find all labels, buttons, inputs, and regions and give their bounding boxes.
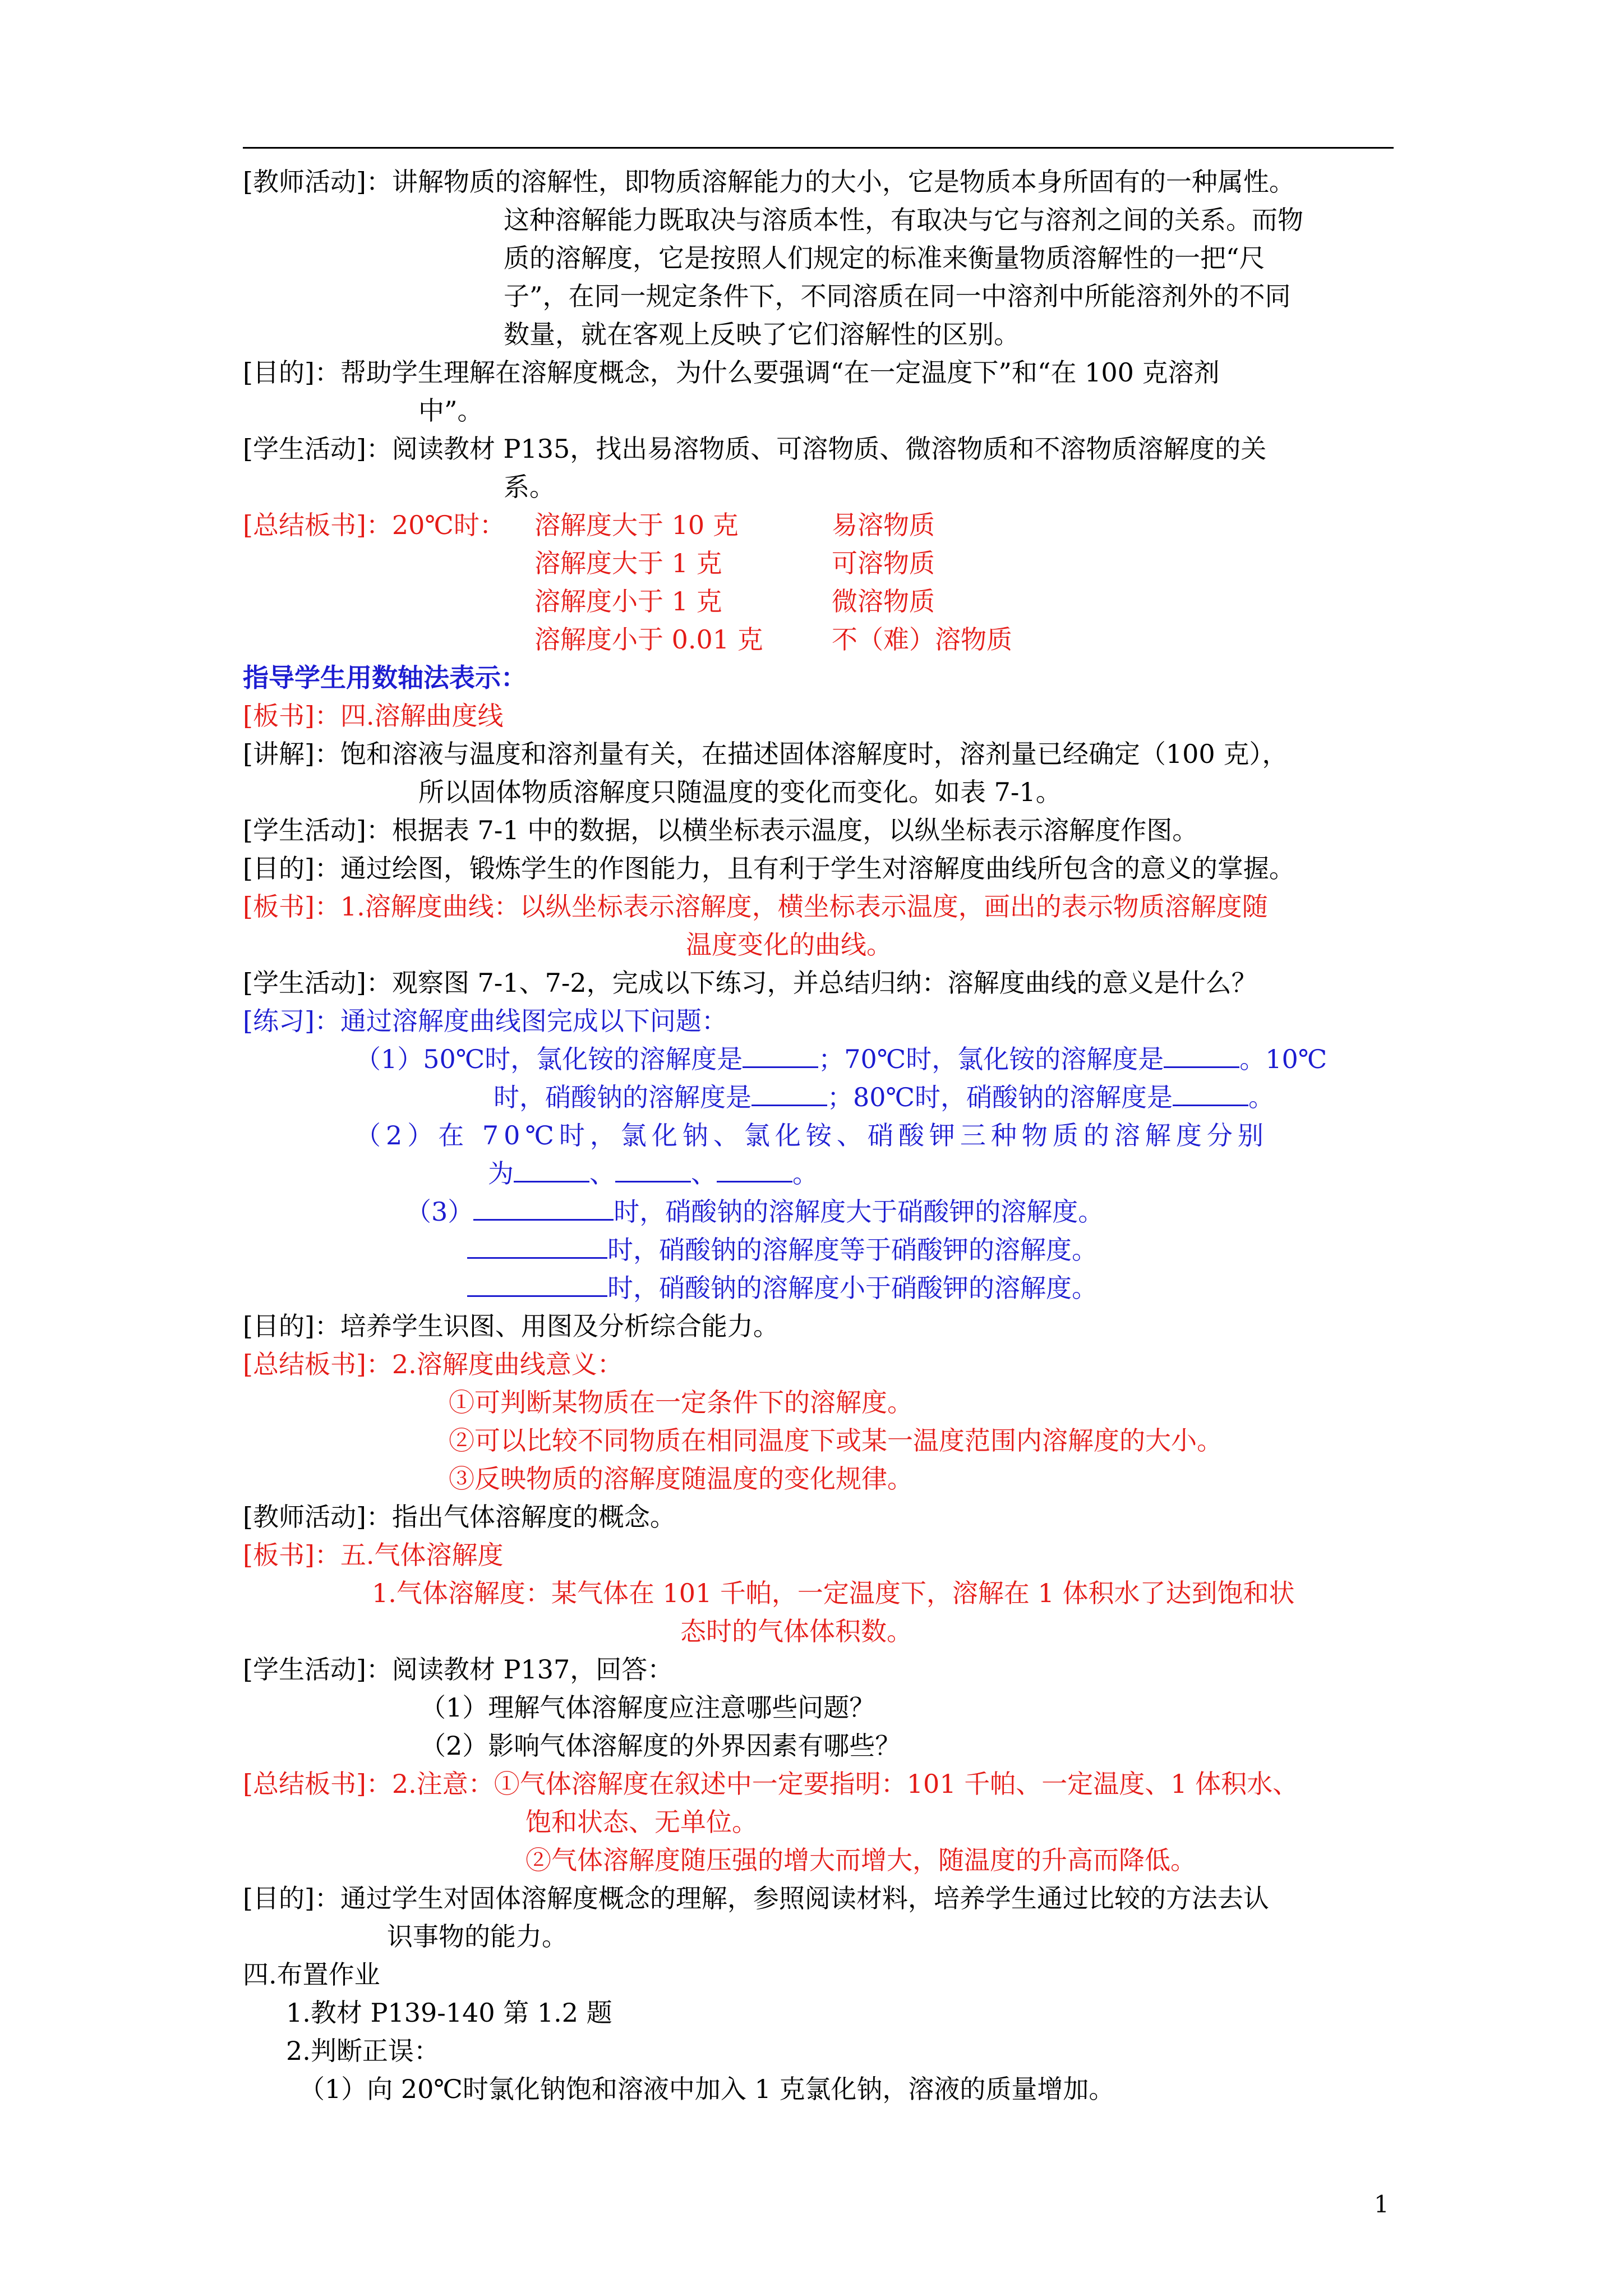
answer-blank[interactable]: [467, 1232, 607, 1259]
board-heading-solubility-curve: [板书]：四.溶解曲度线: [243, 701, 504, 731]
board-definition-curve: [243, 887, 1394, 964]
text-line: 中”。: [418, 395, 483, 426]
text-line: 2.判断正误：: [286, 2036, 440, 2066]
text-line: 1.教材 P139-140 第 1.2 题: [286, 1998, 612, 2028]
summary-condition: 溶解度小于 0.01 克: [534, 624, 763, 655]
exercise-text: ；80℃时，硝酸钠的溶解度是: [827, 1082, 1173, 1112]
answer-blank[interactable]: [615, 1156, 691, 1182]
text-line: （2）影响气体溶解度的外界因素有哪些？: [420, 1731, 901, 1761]
exercise-heading: [练习]：通过溶解度曲线图完成以下问题：: [243, 1006, 727, 1036]
exercise-text: 。: [1248, 1082, 1274, 1112]
exercise-text: 、: [691, 1158, 717, 1189]
exercise-q1-line2: [243, 1078, 1394, 1116]
text-line: （1）理解气体溶解度应注意哪些问题？: [420, 1692, 875, 1723]
text-line: 子”，在同一规定条件下，不同溶质在同一中溶剂中所能溶剂外的不同: [504, 281, 1291, 311]
text-line: [学生活动]：根据表 7-1 中的数据，以横坐标表示温度，以纵坐标表示溶解度作图。: [243, 815, 1198, 845]
exercise-q1-line1: [243, 1040, 1394, 1078]
exercise-text: 。: [792, 1158, 818, 1189]
text-line: 识事物的能力。: [387, 1921, 568, 1952]
text-line: [学生活动]：阅读教材 P137，回答：: [243, 1654, 674, 1685]
text-line: （1）向 20℃时氯化钠饱和溶液中加入 1 克氯化钠，溶液的质量增加。: [299, 2074, 1115, 2104]
exercise-block: [243, 1040, 1394, 1307]
text-line: ②气体溶解度随压强的增大而增大，随温度的升高而降低。: [525, 1845, 1196, 1875]
page-number: 1: [1374, 2191, 1389, 2218]
summary-condition: 溶解度大于 1 克: [534, 548, 722, 578]
summary-condition: 溶解度小于 1 克: [534, 586, 722, 616]
heading-number-axis: 指导学生用数轴法表示：: [243, 662, 527, 693]
exercise-text: 。10℃: [1239, 1044, 1327, 1074]
exercise-text: 时，硝酸钠的溶解度是: [494, 1082, 751, 1112]
exercise-q2-line2: [243, 1154, 1394, 1193]
answer-blank[interactable]: [743, 1042, 818, 1068]
text-line: 系。: [504, 472, 555, 502]
summary-solubility-classification: [243, 506, 1394, 659]
text-line: 所以固体物质溶解度只随温度的变化而变化。如表 7-1。: [418, 777, 1062, 807]
summary-row: [243, 582, 1394, 620]
exercise-text: 、: [589, 1158, 615, 1189]
text-line: [学生活动]：观察图 7-1、7-2，完成以下练习，并总结归纳：溶解度曲线的意义是什么？: [243, 968, 1257, 998]
text-line: ③反映物质的溶解度随温度的变化规律。: [449, 1464, 913, 1494]
answer-blank[interactable]: [473, 1194, 614, 1221]
summary-class: 不（难）溶物质: [832, 624, 1012, 655]
summary-class: 易溶物质: [832, 510, 935, 540]
answer-blank[interactable]: [751, 1080, 827, 1106]
exercise-text: 时，硝酸钠的溶解度小于硝酸钾的溶解度。: [607, 1273, 1098, 1303]
answer-blank[interactable]: [467, 1271, 607, 1297]
answer-blank[interactable]: [1173, 1080, 1248, 1106]
text-line: 数量，就在客观上反映了它们溶解性的区别。: [504, 319, 1020, 349]
paragraph-student-activity-1: [243, 430, 1394, 506]
text-line: [教师活动]：讲解物质的溶解性，即物质溶解能力的大小，它是物质本身所固有的一种属性。: [243, 167, 1295, 197]
summary-row: [243, 620, 1394, 659]
text-line: 这种溶解能力既取决与溶质本性，有取决与它与溶剂之间的关系。而物: [504, 205, 1303, 235]
summary-class: 微溶物质: [832, 586, 935, 616]
paragraph-explanation: [243, 735, 1394, 811]
summary-prefix: [总结板书]：20℃时：: [243, 510, 505, 540]
text-line: [总结板书]：2.溶解度曲线意义：: [243, 1349, 623, 1379]
text-line: [板书]：五.气体溶解度: [243, 1540, 504, 1570]
paragraph-purpose-1: [243, 353, 1394, 430]
answer-blank[interactable]: [514, 1156, 589, 1182]
section-heading-homework: 四.布置作业: [243, 1959, 380, 1990]
text-line: 温度变化的曲线。: [686, 930, 892, 960]
exercise-text: （1）50℃时，氯化铵的溶解度是: [355, 1044, 743, 1074]
exercise-text: （3）: [405, 1197, 474, 1227]
text-line: 1.气体溶解度：某气体在 101 千帕，一定温度下，溶解在 1 体积水了达到饱和状: [372, 1578, 1295, 1608]
paragraph-teacher-activity: [243, 163, 1394, 353]
text-line: 饱和状态、无单位。: [525, 1807, 758, 1837]
exercise-q3-line1: [243, 1193, 1394, 1231]
text-line: [板书]：1.溶解度曲线：以纵坐标表示溶解度，横坐标表示温度，画出的表示物质溶解度随: [243, 891, 1268, 922]
text-line: [学生活动]：阅读教材 P135，找出易溶物质、可溶物质、微溶物质和不溶物质溶解度的关: [243, 434, 1267, 464]
text-line: ①可判断某物质在一定条件下的溶解度。: [449, 1387, 913, 1418]
text-line: [总结板书]：2.注意：①气体溶解度在叙述中一定要指明：101 千帕、一定温度、1 体积水、: [243, 1769, 1299, 1799]
summary-row: [243, 544, 1394, 582]
text-line: 质的溶解度，它是按照人们规定的标准来衡量物质溶解性的一把“尺: [504, 243, 1265, 273]
summary-class: 可溶物质: [832, 548, 935, 578]
text-line: [讲解]：饱和溶液与温度和溶剂量有关，在描述固体溶解度时，溶剂量已经确定（100 克），: [243, 739, 1288, 769]
text-line: [教师活动]：指出气体溶解度的概念。: [243, 1502, 676, 1532]
header-rule: [243, 147, 1394, 149]
text-line: [目的]：通过绘图，锻炼学生的作图能力，且有利于学生对溶解度曲线所包含的意义的掌握。: [243, 853, 1295, 884]
exercise-text: 为: [488, 1158, 514, 1189]
summary-row: [243, 506, 1394, 544]
text-line: [目的]：帮助学生理解在溶解度概念，为什么要强调“在一定温度下”和“在 100 克溶剂: [243, 357, 1220, 388]
exercise-q3-line3: [243, 1269, 1394, 1307]
exercise-text: 时，硝酸钠的溶解度等于硝酸钾的溶解度。: [607, 1235, 1098, 1265]
summary-condition: 溶解度大于 10 克: [534, 510, 739, 540]
answer-blank[interactable]: [1164, 1042, 1239, 1068]
exercise-q3-line2: [243, 1231, 1394, 1269]
exercise-text: 时，硝酸钠的溶解度大于硝酸钾的溶解度。: [614, 1197, 1104, 1227]
exercise-text: （2）在 70℃时，氯化钠、氯化铵、硝酸钾三种物质的溶解度分别: [355, 1120, 1269, 1151]
text-line: ②可以比较不同物质在相同温度下或某一温度范围内溶解度的大小。: [449, 1425, 1223, 1456]
document-body: [243, 163, 1394, 2108]
text-line: [目的]：培养学生识图、用图及分析综合能力。: [243, 1311, 779, 1341]
exercise-q2-line1: [243, 1116, 1394, 1154]
text-line: [目的]：通过学生对固体溶解度概念的理解，参照阅读材料，培养学生通过比较的方法去认: [243, 1883, 1269, 1913]
answer-blank[interactable]: [717, 1156, 792, 1182]
text-line: 态时的气体体积数。: [680, 1616, 912, 1646]
exercise-text: ；70℃时，氯化铵的溶解度是: [818, 1044, 1164, 1074]
